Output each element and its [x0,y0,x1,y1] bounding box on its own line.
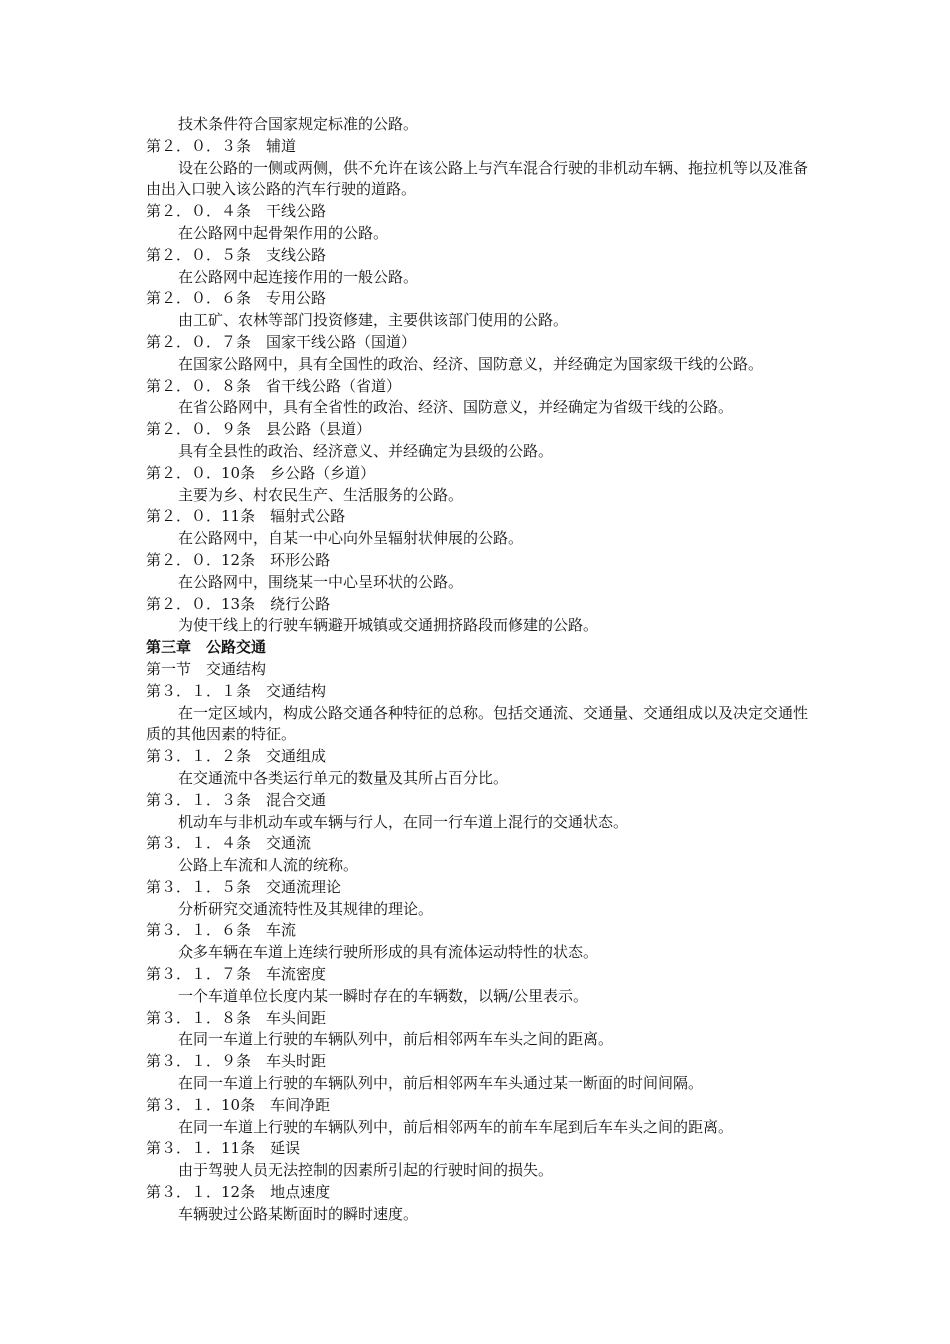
article-heading: 第３．１．５条 交通流理论 [146,877,342,896]
article-heading: 第３．１．２条 交通组成 [146,747,327,766]
article-heading: 第３．１．８条 车头间距 [146,1008,327,1027]
article-heading: 第２．０．10条 乡公路（乡道） [146,463,376,482]
body-text: 技术条件符合国家规定标准的公路。 [178,115,419,133]
body-text: 在公路网中起连接作用的一般公路。 [178,267,419,286]
body-text: 在公路网中，围绕某一中心呈环状的公路。 [178,572,464,591]
body-text: 在交通流中各类运行单元的数量及其所占百分比。 [178,768,509,787]
article-heading: 第３．１．10条 车间净距 [146,1095,331,1114]
article-heading: 第２．０．５条 支线公路 [146,245,327,264]
article-heading: 第２．０．13条 绕行公路 [146,594,331,613]
body-text: 在同一车道上行驶的车辆队列中，前后相邻两车车头通过某一断面的时间间隔。 [178,1074,704,1093]
body-text: 为使干线上的行驶车辆避开城镇或交通拥挤路段而修建的公路。 [178,616,599,635]
body-text: 机动车与非机动车或车辆与行人，在同一行车道上混行的交通状态。 [178,812,629,831]
body-text: 在公路网中，自某一中心向外呈辐射状伸展的公路。 [178,529,524,548]
article-heading: 第２．０．６条 专用公路 [146,289,327,308]
article-heading: 第２．０．７条 国家干线公路（国道） [146,332,417,351]
article-heading: 第３．１．７条 车流密度 [146,965,327,984]
body-text: 在同一车道上行驶的车辆队列中，前后相邻两车车头之间的距离。 [178,1030,614,1049]
article-heading: 第２．０．４条 干线公路 [146,202,327,221]
article-heading: 第２．０．12条 环形公路 [146,550,331,569]
body-text: 在省公路网中，具有全省性的政治、经济、国防意义，并经确定为省级干线的公路。 [178,398,734,417]
section-heading: 第一节 交通结构 [146,659,267,678]
article-heading: 第２．０．８条 省干线公路（省道） [146,376,402,395]
chapter-heading: 第三章 公路交通 [146,638,267,657]
body-text: 主要为乡、村农民生产、生活服务的公路。 [178,485,464,504]
article-heading: 第３．１．６条 车流 [146,921,297,940]
body-text: 在同一车道上行驶的车辆队列中，前后相邻两车的前车车尾到后车车头之间的距离。 [178,1117,734,1136]
document-page [146,114,816,1226]
body-text: 在公路网中起骨架作用的公路。 [178,223,389,242]
body-text: 设在公路的一侧或两侧，供不允许在该公路上与汽车混合行驶的非机动车辆、拖拉机等以及准备由出入口驶入该公路的汽车行驶的道路。 [146,158,809,199]
article-heading: 第３．１．12条 地点速度 [146,1183,331,1202]
body-text: 一个车道单位长度内某一瞬时存在的车辆数，以辆/公里表示。 [178,986,589,1005]
body-text: 众多车辆在车道上连续行驶所形成的具有流体运动特性的状态。 [178,943,599,962]
article-heading: 第３．１．３条 混合交通 [146,790,327,809]
body-text: 在国家公路网中，具有全国性的政治、经济、国防意义，并经确定为国家级干线的公路。 [178,354,764,373]
article-heading: 第２．０．３条 辅道 [146,136,297,155]
article-heading: 第３．１．１条 交通结构 [146,681,327,700]
body-text: 车辆驶过公路某断面时的瞬时速度。 [178,1204,419,1223]
article-heading: 第３．１．４条 交通流 [146,834,312,853]
body-text: 具有全县性的政治、经济意义、并经确定为县级的公路。 [178,441,554,460]
article-heading: 第３．１．９条 车头时距 [146,1052,327,1071]
article-heading: 第３．１．11条 延误 [146,1139,301,1158]
body-text: 分析研究交通流特性及其规律的理论。 [178,899,434,918]
body-text: 公路上车流和人流的统称。 [178,856,359,875]
article-heading: 第２．０．11条 辐射式公路 [146,507,346,526]
body-text: 由于驾驶人员无法控制的因素所引起的行驶时间的损失。 [178,1161,554,1180]
article-heading: 第２．０．９条 县公路（县道） [146,420,372,439]
body-text: 由工矿、农林等部门投资修建，主要供该部门使用的公路。 [178,311,569,330]
body-text: 在一定区域内，构成公路交通各种特征的总称。包括交通流、交通量、交通组成以及决定交通性质的其他因素的特征。 [146,703,809,744]
